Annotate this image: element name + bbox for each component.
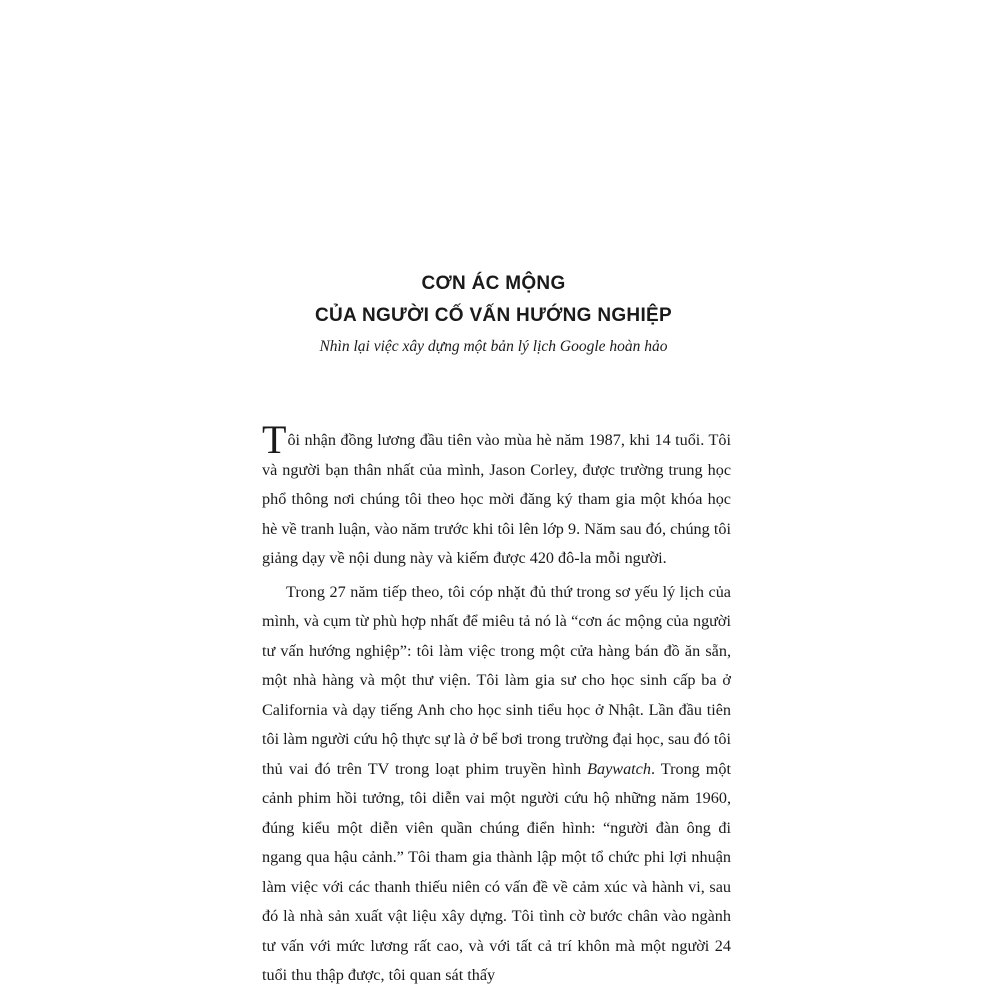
paragraph-1 <box>262 417 731 574</box>
paragraph-1-text: ôi nhận đồng lương đầu tiên vào mùa hè năm 1987, khi 14 tuổi. Tôi và người bạn thân nhất của mình, Jason Corley, được trường trung học phổ thông nơi chúng tôi theo học mời đăng ký tham gia một khóa học hè về tranh luận, vào năm trước khi tôi lên lớp 9. Năm sau đó, chúng tôi giảng dạy về nội dung này và kiếm được 420 đô-la mỗi người. <box>262 431 731 567</box>
chapter-subtitle: Nhìn lại việc xây dựng một bản lý lịch Google hoàn hảo <box>319 338 668 355</box>
chapter-body <box>262 417 731 991</box>
paragraph-2-text-a: Trong 27 năm tiếp theo, tôi cóp nhặt đủ thứ trong sơ yếu lý lịch của mình, và cụm từ phù hợp nhất để miêu tả nó là “cơn ác mộng của người tư vấn hướng nghiệp”: tôi làm việc trong một cửa hàng bán đồ ăn sẵn, một nhà hàng và một thư viện. Tôi làm gia sư cho học sinh cấp ba ở California và dạy tiếng Anh cho học sinh tiểu học ở Nhật. Lần đầu tiên tôi làm người cứu hộ thực sự là ở bể bơi trong trường đại học, sau đó tôi thủ vai đó trên TV trong loạt phim truyền hình <box>262 582 731 778</box>
chapter-title-line-1: CƠN ÁC MỘNG <box>421 273 566 294</box>
paragraph-2 <box>262 578 731 991</box>
chapter-heading <box>0 268 987 358</box>
drop-cap: T <box>262 417 287 462</box>
paragraph-2-text-b: . Trong một cảnh phim hồi tưởng, tôi diễn vai một người cứu hộ những năm 1960, đúng kiểu một diễn viên quần chúng điển hình: “người đàn ông đi ngang qua hậu cảnh.” Tôi tham gia thành lập một tổ chức phi lợi nhuận làm việc với các thanh thiếu niên có vấn đề về cảm xúc và hành vi, sau đó là nhà sản xuất vật liệu xây dựng. Tôi tình cờ bước chân vào ngành tư vấn với mức lương rất cao, và với tất cả trí khôn mà một người 24 tuổi thu thập được, tôi quan sát thấy <box>262 759 731 984</box>
paragraph-2-italic-title: Baywatch <box>587 759 651 778</box>
chapter-title-line-2: CỦA NGƯỜI CỐ VẤN HƯỚNG NGHIỆP <box>315 305 672 326</box>
